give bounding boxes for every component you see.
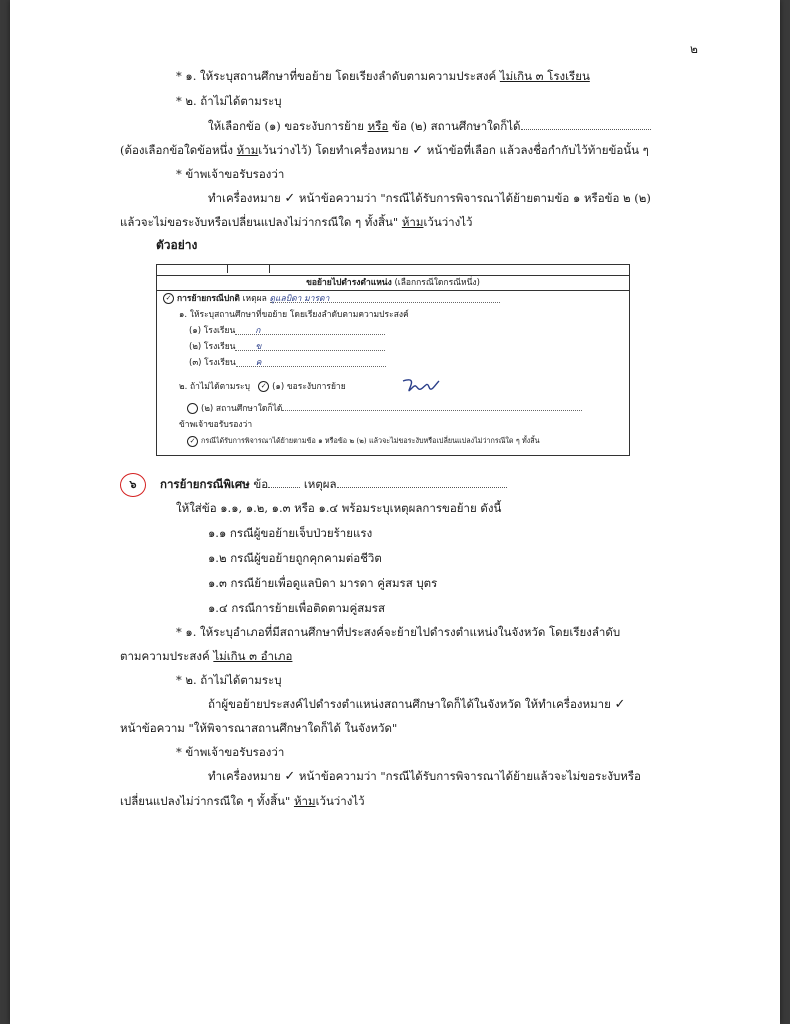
normal-case-label: การย้ายกรณีปกติ [177,294,240,304]
signature-icon [401,377,441,399]
certify-row [187,435,540,447]
form-item-2 [179,381,346,393]
certify-label: ข้าพเจ้าขอรับรองว่า [179,420,253,430]
option-2-label: (๒) สถานศึกษาใดก็ได้ [201,404,283,414]
form-item-2-label: ๒. ถ้าไม่ได้ตามระบุ [179,382,251,392]
school-label: (๓) โรงเรียน [189,358,236,368]
certify-text: กรณีได้รับการพิจารณาได้ย้ายตามข้อ ๑ หรือข้อ ๒ (๒) แล้วจะไม่ขอระงับหรือเปลี่ยนแปลงไม่ว่ากรณีใด ๆ ทั้งสิ้น [201,436,540,445]
text: (ต้องเลือกข้อใดข้อหนึ่ง [120,143,237,157]
example-form [156,264,630,456]
section6-note-3: * ข้าพเจ้าขอรับรองว่า [176,745,285,759]
fill-in-dots [337,477,507,488]
special-case-item: ๑.๒ กรณีผู้ขอย้ายถูกคุกคามต่อชีวิต [208,551,382,565]
instruction-line-6 [208,190,651,207]
underlined-text: ไม่เกิน ๓ โรงเรียน [499,69,590,83]
school-row-1 [189,325,385,337]
text: เว้นว่างไว้) โดยทำเครื่องหมาย [258,143,413,157]
section6-note-1b [120,648,292,664]
section6-note-3-line1 [208,768,641,785]
school-row-3 [189,357,386,369]
text: ทำเครื่องหมาย [208,769,285,783]
special-case-item: ๑.๓ กรณีย้ายเพื่อดูแลบิดา มารดา คู่สมรส บุตร [208,576,438,590]
form-header-rest: (เลือกกรณีใดกรณีหนึ่ง) [391,278,480,288]
text: ข้อ (๒) สถานศึกษาใดก็ได้ [388,119,521,133]
instruction-line-3 [208,118,651,134]
text: ทำเครื่องหมาย [208,191,285,205]
text: หน้าข้อความว่า "กรณีได้รับการพิจารณาได้ย้ายแล้วจะไม่ขอระงับหรือ [295,769,641,783]
tick-mark [269,265,270,273]
section6-note-1a: * ๑. ให้ระบุอำเภอที่มีสถานศึกษาที่ประสงค์จะย้ายไปดำรงตำแหน่งในจังหวัด โดยเรียงลำดับ [176,625,621,639]
example-title: ตัวอย่าง [156,238,198,252]
clause-label: ข้อ [249,477,269,491]
checked-circle-icon: ✓ [163,293,174,304]
underlined-text: ห้าม [293,794,316,808]
instruction-line-5: * ข้าพเจ้าขอรับรองว่า [176,167,285,181]
text: แล้วจะไม่ขอระงับหรือเปลี่ยนแปลงไม่ว่ากรณีใด ๆ ทั้งสิ้น" [120,215,402,229]
underlined-text: ห้าม [401,215,424,229]
option-1-label: (๑) ขอระงับการย้าย [272,382,346,392]
section6-note-2-text2: หน้าข้อความ "ให้พิจารณาสถานศึกษาใดก็ได้ ในจังหวัด" [120,721,398,735]
school-label: (๑) โรงเรียน [189,326,236,336]
checkmark-icon: ✓ [614,697,626,712]
section6-note-2: * ๒. ถ้าไม่ได้ตามระบุ [176,673,282,687]
underlined-text: หรือ [367,119,389,133]
text: หน้าข้อความว่า "กรณีได้รับการพิจารณาได้ย้ายตามข้อ ๑ หรือข้อ ๒ (๒) [295,191,651,205]
form-header [157,276,629,291]
school-value: ก [235,325,385,335]
fill-in-dots [268,477,300,488]
document-page [10,0,780,1024]
reason-label: เหตุผล [300,477,337,491]
fill-in-dots [521,119,651,130]
school-label: (๒) โรงเรียน [189,342,236,352]
checked-circle-icon: ✓ [187,436,198,447]
instruction-line-2: * ๒. ถ้าไม่ได้ตามระบุ [176,94,282,108]
special-case-item: ๑.๑ กรณีผู้ขอย้ายเจ็บป่วยร้ายแรง [208,526,373,540]
instruction-line-7 [120,214,473,230]
section6-title: การย้ายกรณีพิเศษ [160,477,250,491]
reason-value: ดูแลบิดา มารดา [270,293,500,303]
section-number-circle: ๖ [120,473,146,497]
empty-circle-icon [187,403,198,414]
instruction-line-1 [176,68,590,84]
page-number: ๒ [690,42,698,56]
form-header-bold: ขอย้ายไปดำรงตำแหน่ง [306,278,392,288]
underlined-text: ไม่เกิน ๓ อำเภอ [213,649,293,663]
school-value: ค [236,357,386,367]
option-2-row [187,401,582,415]
section6-heading [160,476,507,492]
checkmark-icon: ✓ [412,143,424,158]
text: เว้นว่างไว้ [315,794,365,808]
tick-mark [227,265,228,273]
special-case-item: ๑.๔ กรณีการย้ายเพื่อติดตามคู่สมรส [208,601,386,615]
text: เปลี่ยนแปลงไม่ว่ากรณีใด ๆ ทั้งสิ้น" [120,794,294,808]
text: ให้เลือกข้อ (๑) ขอระงับการย้าย [208,119,368,133]
checkmark-icon: ✓ [284,769,296,784]
text: ตามความประสงค์ [120,649,214,663]
form-item-1: ๑. ให้ระบุสถานศึกษาที่ขอย้าย โดยเรียงลำดับตามความประสงค์ [179,310,409,320]
reason-label: เหตุผล [239,294,270,304]
form-top-bar [157,265,629,276]
instruction-line-4 [120,142,649,159]
underlined-text: ห้าม [236,143,259,157]
section6-instruction: ให้ใส่ข้อ ๑.๑, ๑.๒, ๑.๓ หรือ ๑.๔ พร้อมระบุเหตุผลการขอย้าย ดังนี้ [176,501,502,515]
fill-in-dots [282,401,582,411]
school-row-2 [189,341,385,353]
school-value: ข [235,341,385,351]
text: ถ้าผู้ขอย้ายประสงค์ไปดำรงตำแหน่งสถานศึกษาใดก็ได้ในจังหวัด ให้ทำเครื่องหมาย [208,697,615,711]
checkmark-icon: ✓ [284,191,296,206]
normal-case-row [163,293,500,305]
section6-note-3-line2 [120,793,365,809]
text: * ๑. ให้ระบุสถานศึกษาที่ขอย้าย โดยเรียงลำดับตามความประสงค์ [176,69,500,83]
section6-note-2-text [208,696,625,713]
checked-circle-icon: ✓ [258,381,269,392]
text: หน้าข้อที่เลือก แล้วลงชื่อกำกับไว้ท้ายข้อนั้น ๆ [423,143,649,157]
text: เว้นว่างไว้ [423,215,473,229]
